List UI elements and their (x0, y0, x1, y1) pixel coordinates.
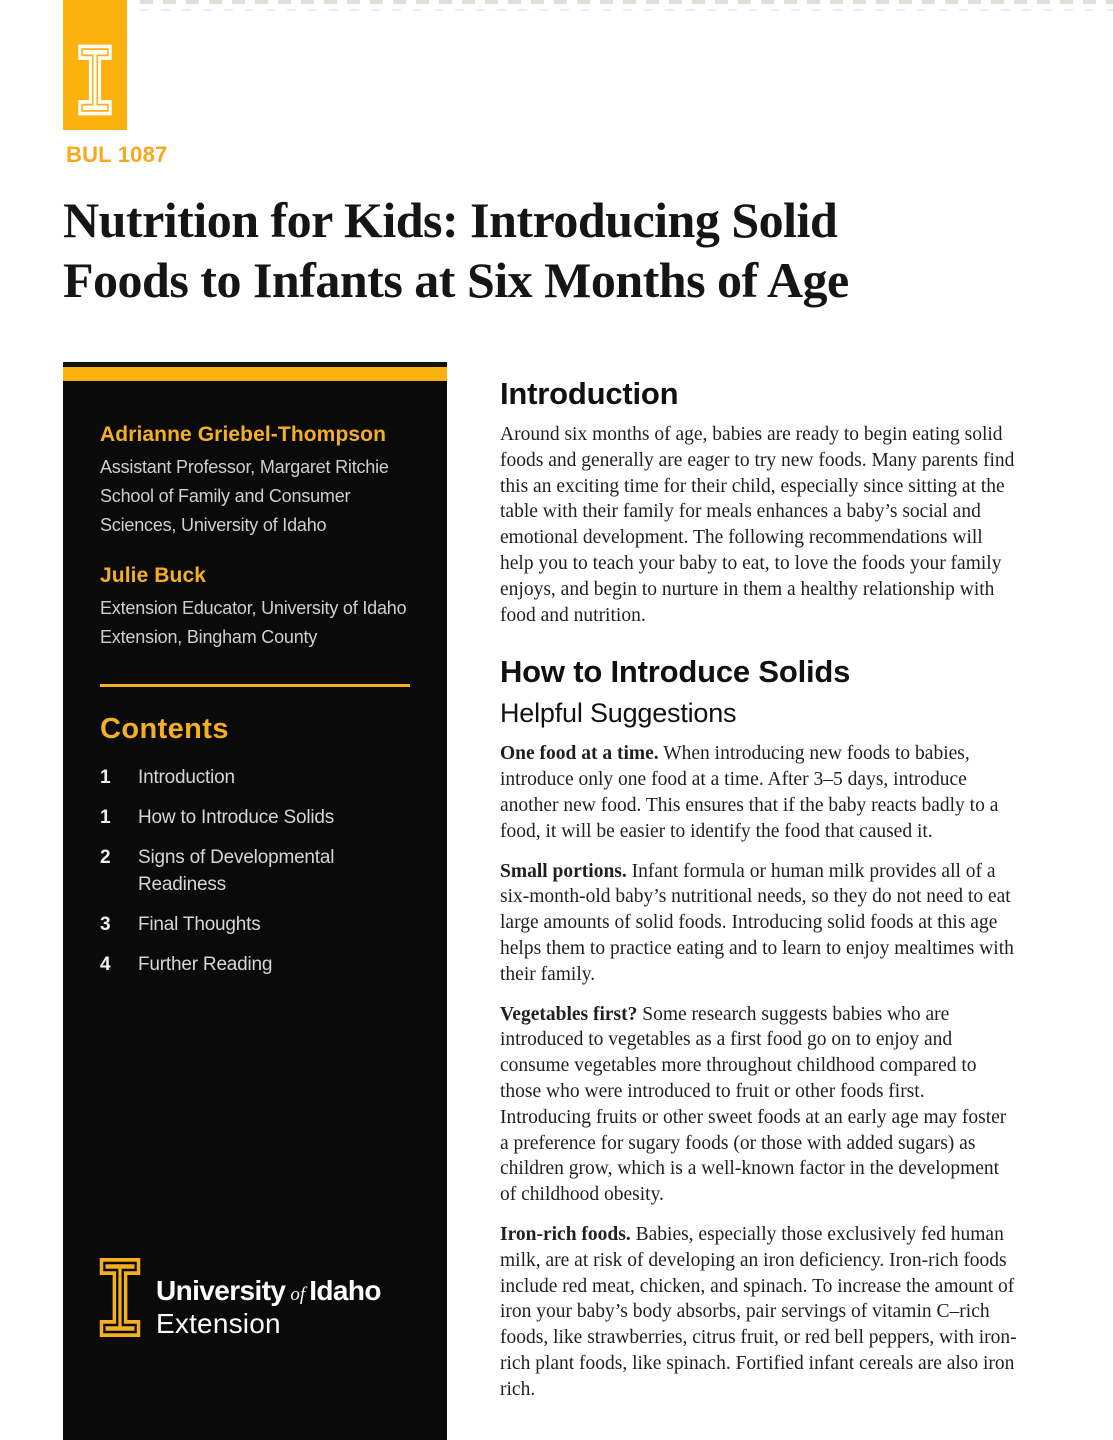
sidebar-divider (100, 684, 410, 687)
paragraph-lead: Iron-rich foods. (500, 1223, 631, 1245)
logo-word-extension: Extension (156, 1308, 281, 1339)
suggestion-paragraph (500, 859, 1018, 988)
author-name: Adrianne Griebel-Thompson (100, 423, 387, 446)
introduction-paragraph: Around six months of age, babies are ready to begin eating solid foods and generally are eager to try new foods. Many parents find this an exciting time for their child, especially since sitting at the table with their family for meals enhances a baby’s social and emotional development. The following recommendations will help you to teach your baby to eat, to love the foods your family enjoys, and begin to nurture in them a healthy relationship with food and nutrition. (500, 424, 1015, 626)
suggestion-paragraph (500, 1002, 1018, 1208)
page-title-line-1: Nutrition for Kids: Introducing Solid (63, 192, 838, 248)
subsection-heading-helpful-suggestions: Helpful Suggestions (500, 698, 737, 729)
contents-entry-label: Further Reading (138, 954, 273, 975)
contents-page-number: 3 (100, 914, 111, 935)
top-edge-pattern (140, 9, 1113, 11)
contents-entry (100, 764, 414, 791)
paragraph-lead: Small portions. (500, 860, 627, 882)
sidebar-gold-accent-bar (63, 367, 447, 381)
contents-entry (100, 911, 414, 938)
suggestion-paragraph (500, 741, 1018, 844)
paragraph-body: Babies, especially those exclusively fed human milk, are at risk of developing an iron deficiency. Iron-rich foods include red meat, chicken, and spinach. To increase the amount of iron your baby’s body absorbs, pair servings of vitamin C–rich foods, like strawberries, citrus fruit, or red bell peppers, with iron-rich plant foods, like spinach. Fortified infant cereals are also iron rich. (500, 1223, 1017, 1400)
bulletin-number: BUL 1087 (66, 142, 168, 167)
block-i-icon (76, 42, 114, 118)
contents-page-number: 4 (100, 954, 111, 975)
logo-word-university: University (156, 1275, 286, 1306)
contents-entry (100, 844, 414, 898)
contents-entry-label: Introduction (138, 767, 235, 788)
extension-logo-text (156, 1275, 381, 1340)
contents-entry-label: Signs of Developmental Readiness (138, 847, 335, 895)
section-heading-introduction: Introduction (500, 376, 679, 411)
contents-entry (100, 804, 414, 831)
top-edge-pattern (140, 0, 1113, 4)
contents-page-number: 1 (100, 807, 111, 828)
block-i-icon (97, 1255, 143, 1340)
university-logo (63, 0, 127, 130)
main-content (500, 376, 1018, 1403)
sidebar (63, 362, 447, 1440)
paragraph-body: When introducing new foods to babies, introduce only one food at a time. After 3–5 days, introduce another new food. This ensures that if the baby reacts badly to a food, it will be easier to identify the food that caused it. (500, 743, 999, 842)
contents-entry (100, 951, 414, 978)
paragraph-body: Some research suggests babies who are introduced to vegetables as a first food go on to enjoy and consume vegetables more throughout childhood compared to those who were introduced to fruit or other foods first. Introducing fruits or other sweet foods at an early age may foster a preference for sugary foods (or those with added sugars) as children grow, which is a well-known factor in the development of childhood obesity. (500, 1003, 1007, 1206)
contents-entry-label: How to Introduce Solids (138, 807, 335, 828)
paragraph-body: Infant formula or human milk provides all of a six-month-old baby’s nutritional needs, so they do not need to eat large amounts of solid foods. Introducing solid foods at this age helps them to practice eating and to learn to enjoy mealtimes with their family. (500, 860, 1014, 985)
author-name: Julie Buck (100, 564, 207, 587)
logo-word-idaho: Idaho (309, 1275, 381, 1306)
section-heading-how-to-introduce-solids: How to Introduce Solids (500, 654, 851, 690)
page-title (63, 190, 1043, 310)
suggestion-paragraph (500, 1222, 1018, 1403)
paragraph-lead: One food at a time. (500, 743, 659, 765)
author-block (100, 423, 414, 540)
contents-page-number: 2 (100, 847, 111, 868)
contents-entry-label: Final Thoughts (138, 914, 261, 935)
contents-page-number: 1 (100, 767, 111, 788)
page-title-line-2: Foods to Infants at Six Months of Age (63, 252, 849, 308)
logo-word-of: of (290, 1284, 306, 1305)
author-role: Extension Educator, University of Idaho Extension, Bingham County (100, 598, 407, 647)
author-role: Assistant Professor, Margaret Ritchie School of Family and Consumer Sciences, University of Idaho (100, 457, 389, 535)
author-block (100, 564, 414, 652)
paragraph-lead: Vegetables first? (500, 1003, 638, 1025)
contents-heading: Contents (100, 713, 229, 745)
contents-list (100, 764, 414, 978)
extension-logo (97, 1255, 381, 1340)
